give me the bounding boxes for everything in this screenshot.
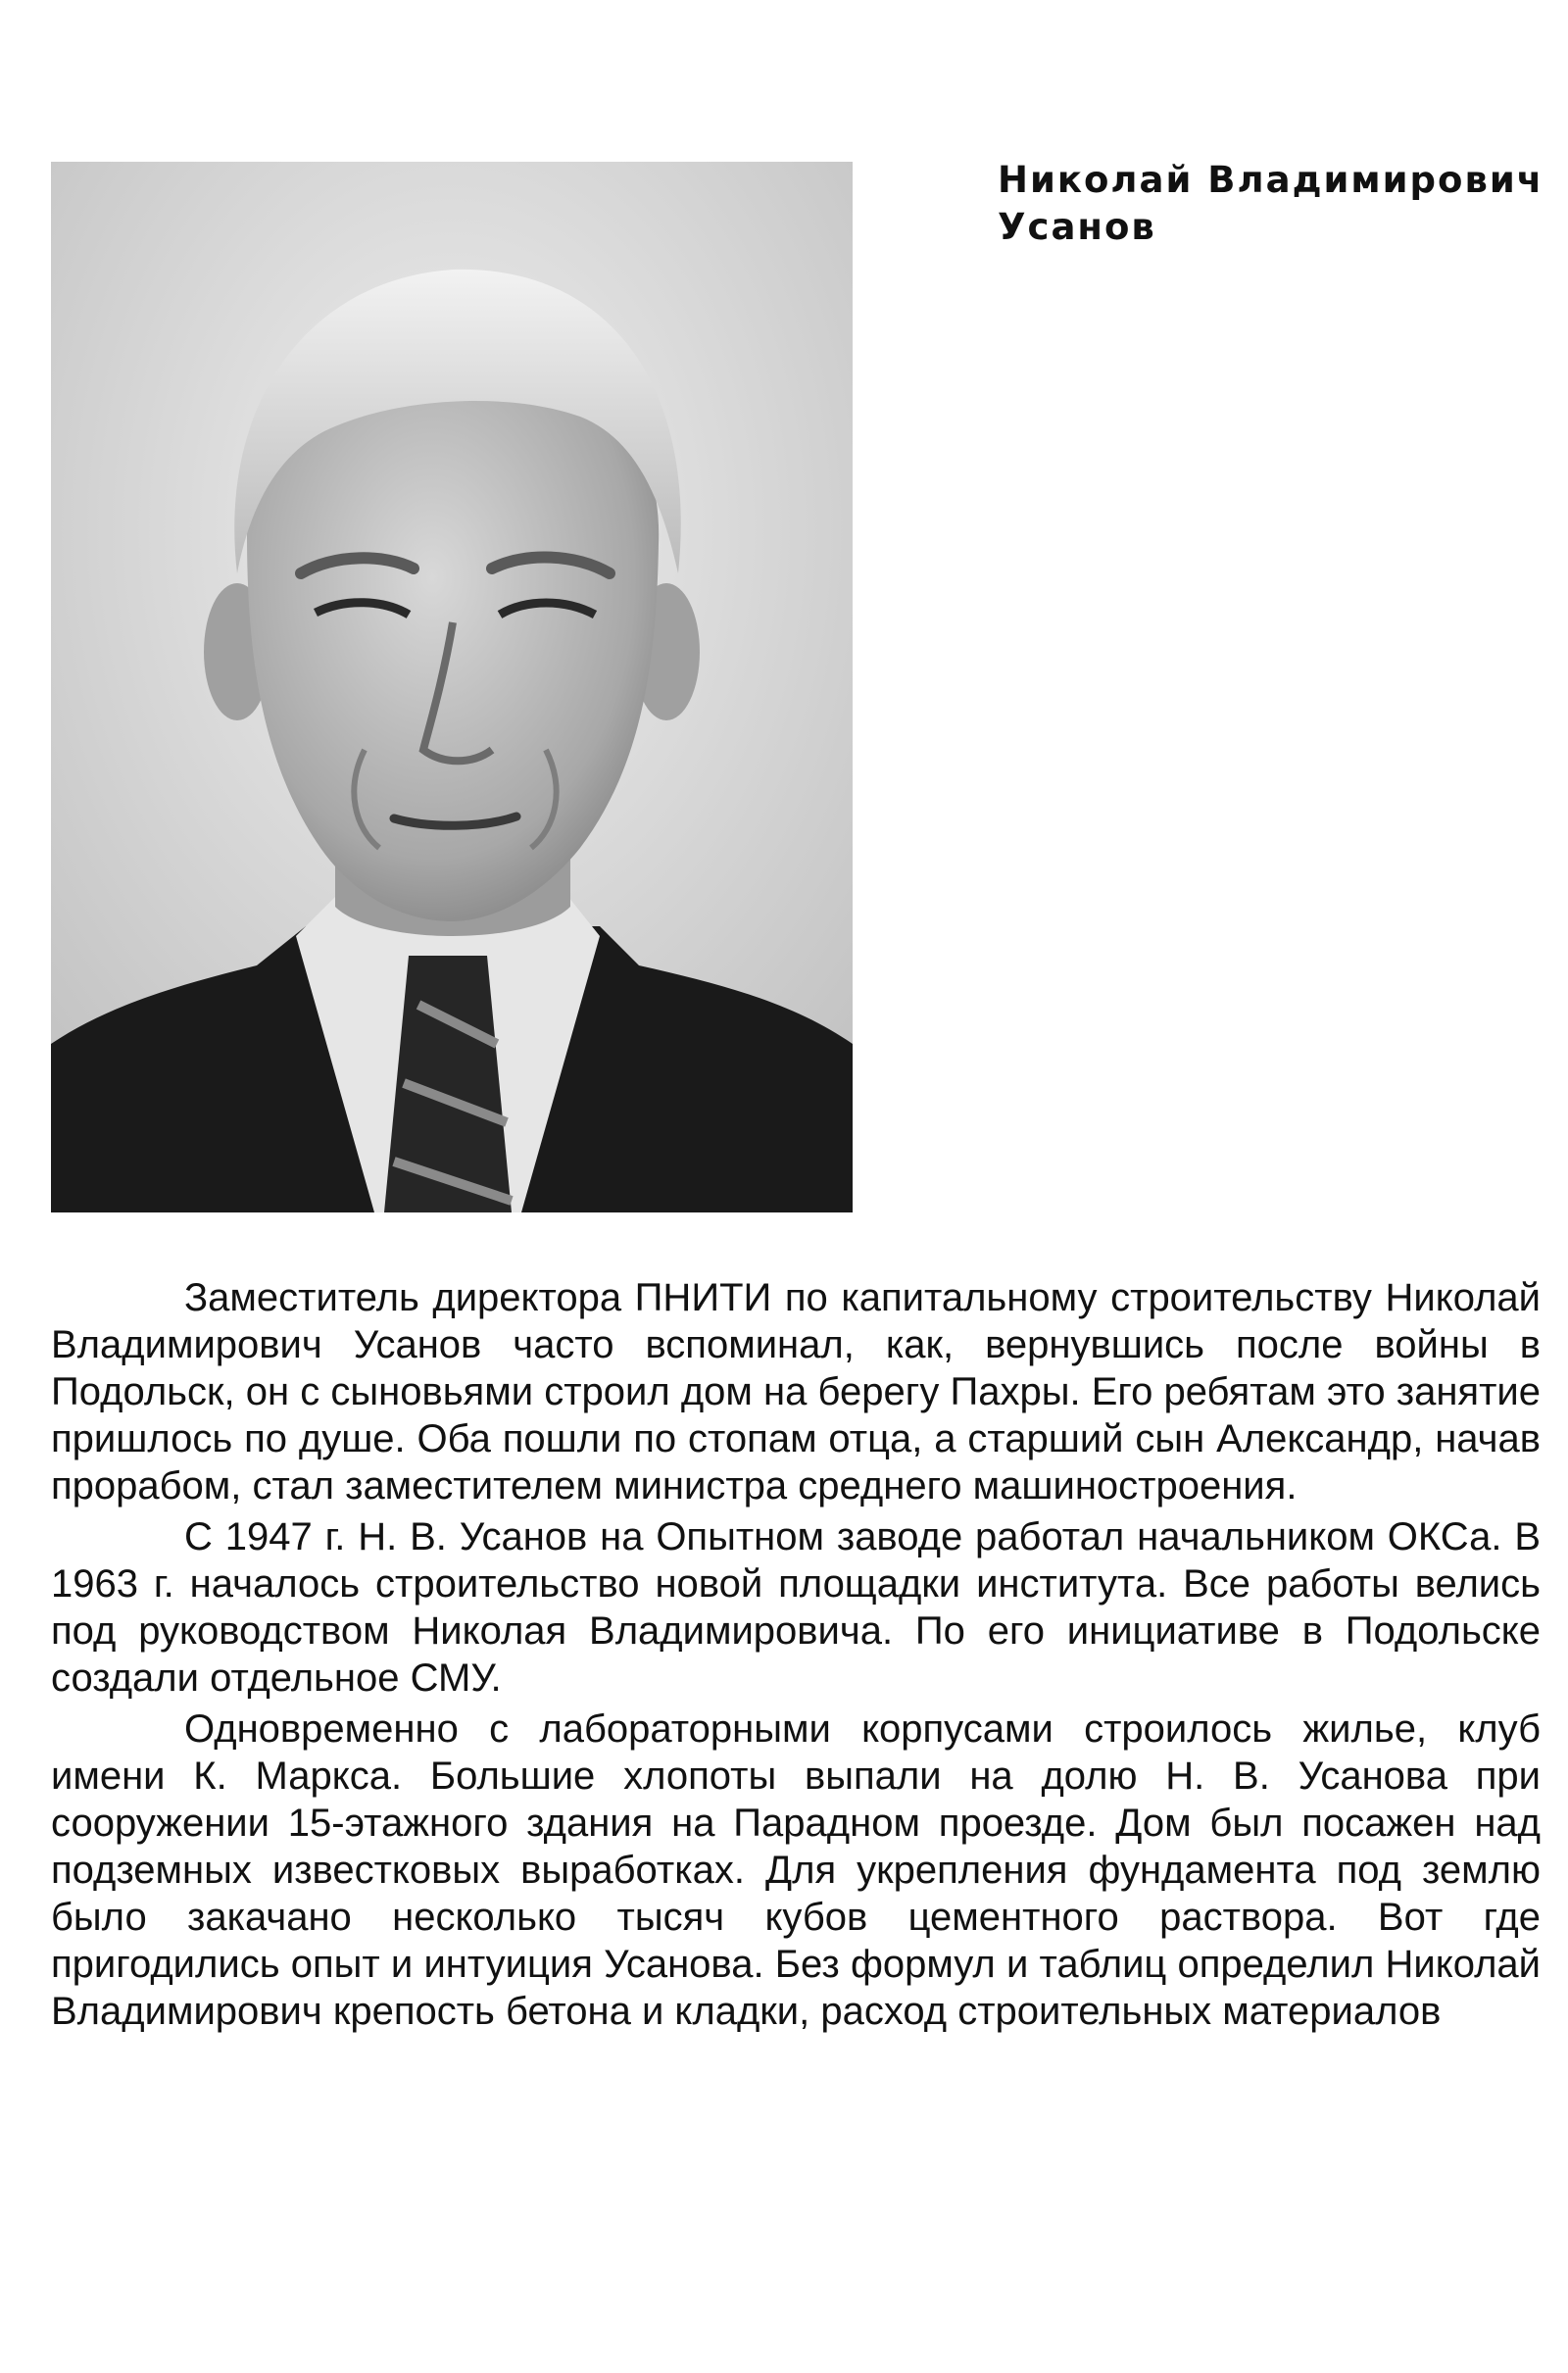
biography-text <box>51 1274 1541 2035</box>
person-name <box>998 157 1546 251</box>
portrait-photo <box>51 162 853 1212</box>
person-name-second-line: Усанов <box>998 206 1156 248</box>
paragraph-3: Одновременно с лабораторными корпусами строилось жилье, клуб имени К. Маркса. Большие хлопоты выпали на долю Н. В. Усанова при сооружении 15-этажного здания на Парадном проезде. Дом был посажен над подземных известковых выработках. Для укрепления фундамента под землю было закачано несколько тысяч кубов цементного раствора. Вот где пригодились опыт и интуиция Усанова. Без формул и таблиц определил Николай Владимирович крепость бетона и кладки, расход строительных материалов <box>51 1707 1541 2033</box>
paragraph-1: Заместитель директора ПНИТИ по капитальному строительству Николай Владимирович Усанов часто вспоминал, как, вернувшись после войны в Подольск, он с сыновьями строил дом на берегу Пахры. Его ребятам это занятие пришлось по душе. Оба пошли по стопам отца, а старший сын Александр, начав прорабом, стал заместителем министра среднего машиностроения. <box>51 1276 1541 1508</box>
portrait-illustration <box>51 162 853 1212</box>
person-name-first-line: Николай Владимирович <box>998 159 1544 201</box>
paragraph-2: С 1947 г. Н. В. Усанов на Опытном заводе работал начальником ОКСа. В 1963 г. началось строительство новой площадки института. Все работы велись под руководством Николая Владимировича. По его инициативе в Подольске создали отдельное СМУ. <box>51 1515 1541 1700</box>
